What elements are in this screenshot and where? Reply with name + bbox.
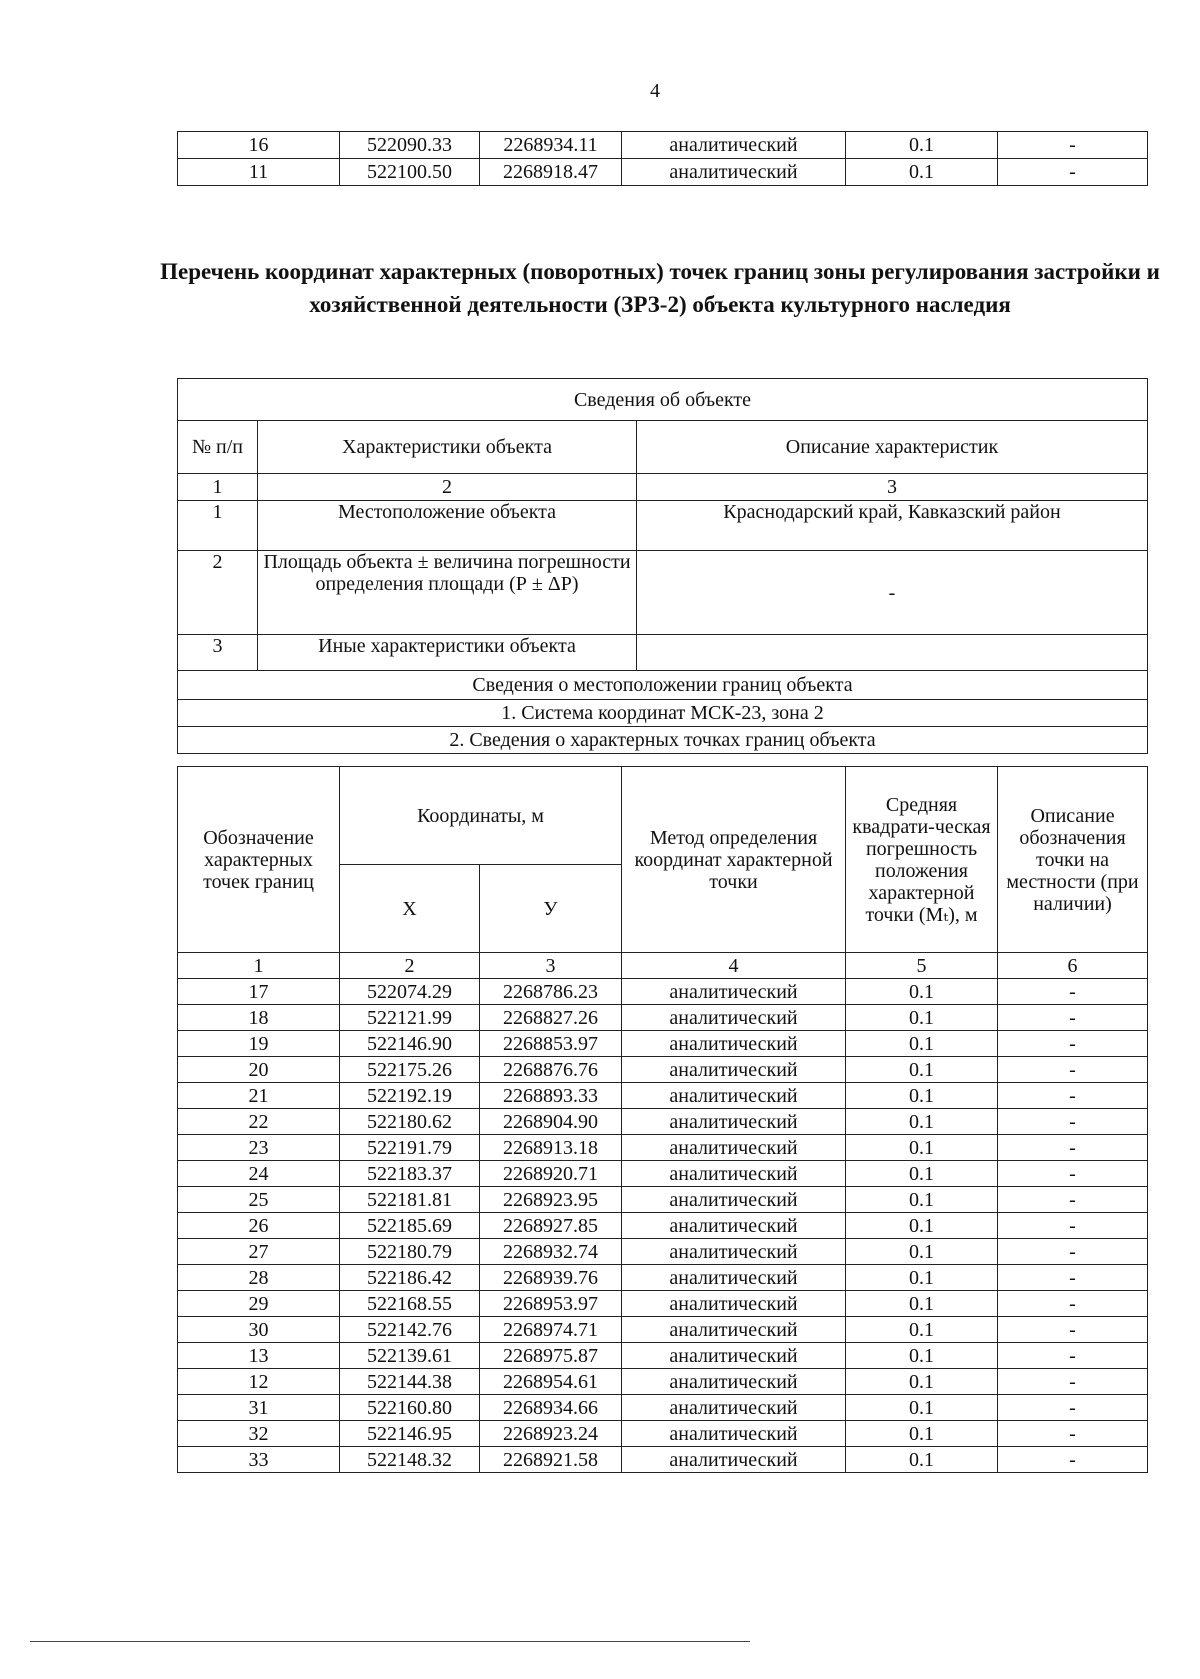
coord-x-cell: 522148.32 xyxy=(340,1447,480,1473)
method-cell: аналитический xyxy=(622,1005,846,1031)
footer-divider xyxy=(30,1641,750,1642)
point-name-cell: 20 xyxy=(178,1057,340,1083)
table-row xyxy=(178,979,1148,1005)
coord-y-cell: 2268786.23 xyxy=(480,979,622,1005)
point-name-cell: 12 xyxy=(178,1369,340,1395)
accuracy-cell: 0.1 xyxy=(846,1187,998,1213)
coord-y-cell: 2268876.76 xyxy=(480,1057,622,1083)
description-cell: - xyxy=(998,1369,1148,1395)
index-cell: 1 xyxy=(178,474,258,501)
description-cell: - xyxy=(998,159,1148,186)
accuracy-cell: 0.1 xyxy=(846,159,998,186)
method-cell: аналитический xyxy=(622,1265,846,1291)
coord-y-cell: 2268974.71 xyxy=(480,1317,622,1343)
point-name-cell: 22 xyxy=(178,1109,340,1135)
coord-y-cell: 2268939.76 xyxy=(480,1265,622,1291)
description-cell: - xyxy=(998,132,1148,159)
table-row xyxy=(178,1109,1148,1135)
method-cell: аналитический xyxy=(622,1421,846,1447)
coord-x-cell: 522185.69 xyxy=(340,1213,480,1239)
table-row xyxy=(178,1057,1148,1083)
table-row xyxy=(178,1031,1148,1057)
table-row xyxy=(178,1213,1148,1239)
object-info-table xyxy=(177,378,1148,754)
row-number: 3 xyxy=(178,635,258,671)
col-method-header: Метод определения координат характерной точки xyxy=(622,767,846,953)
location-label: Местоположение объекта xyxy=(258,501,637,551)
point-name-cell: 11 xyxy=(178,159,340,186)
coord-x-cell: 522142.76 xyxy=(340,1317,480,1343)
other-characteristics-value xyxy=(637,635,1148,671)
accuracy-cell: 0.1 xyxy=(846,1395,998,1421)
index-cell: 2 xyxy=(340,953,480,979)
description-cell: - xyxy=(998,1239,1148,1265)
coord-y-cell: 2268975.87 xyxy=(480,1343,622,1369)
coord-x-cell: 522186.42 xyxy=(340,1265,480,1291)
table-row xyxy=(178,159,1148,186)
index-cell: 3 xyxy=(480,953,622,979)
method-cell: аналитический xyxy=(622,1135,846,1161)
table-row xyxy=(178,1083,1148,1109)
description-cell: - xyxy=(998,1317,1148,1343)
coord-x-cell: 522074.29 xyxy=(340,979,480,1005)
point-name-cell: 29 xyxy=(178,1291,340,1317)
col-point-name-header: Обозначение характерных точек границ xyxy=(178,767,340,953)
coord-y-cell: 2268893.33 xyxy=(480,1083,622,1109)
coord-y-cell: 2268932.74 xyxy=(480,1239,622,1265)
method-cell: аналитический xyxy=(622,1317,846,1343)
table-row xyxy=(178,1421,1148,1447)
accuracy-cell: 0.1 xyxy=(846,979,998,1005)
point-name-cell: 31 xyxy=(178,1395,340,1421)
point-name-cell: 17 xyxy=(178,979,340,1005)
method-cell: аналитический xyxy=(622,1239,846,1265)
coord-x-cell: 522100.50 xyxy=(340,159,480,186)
accuracy-cell: 0.1 xyxy=(846,1031,998,1057)
coord-x-cell: 522183.37 xyxy=(340,1161,480,1187)
description-cell: - xyxy=(998,1213,1148,1239)
method-cell: аналитический xyxy=(622,1109,846,1135)
description-cell: - xyxy=(998,1031,1148,1057)
coord-x-cell: 522175.26 xyxy=(340,1057,480,1083)
coord-y-cell: 2268927.85 xyxy=(480,1213,622,1239)
table-row xyxy=(178,1343,1148,1369)
point-name-cell: 23 xyxy=(178,1135,340,1161)
point-name-cell: 33 xyxy=(178,1447,340,1473)
other-characteristics-label: Иные характеристики объекта xyxy=(258,635,637,671)
accuracy-cell: 0.1 xyxy=(846,1421,998,1447)
table-row xyxy=(178,1395,1148,1421)
col-y-header: У xyxy=(480,865,622,953)
point-name-cell: 21 xyxy=(178,1083,340,1109)
method-cell: аналитический xyxy=(622,1291,846,1317)
index-cell: 2 xyxy=(258,474,637,501)
point-name-cell: 13 xyxy=(178,1343,340,1369)
coord-y-cell: 2268904.90 xyxy=(480,1109,622,1135)
points-header: 2. Сведения о характерных точках границ объекта xyxy=(178,727,1148,754)
accuracy-cell: 0.1 xyxy=(846,1291,998,1317)
continued-points-table xyxy=(177,131,1148,186)
point-name-cell: 24 xyxy=(178,1161,340,1187)
method-cell: аналитический xyxy=(622,1343,846,1369)
index-cell: 1 xyxy=(178,953,340,979)
accuracy-cell: 0.1 xyxy=(846,1447,998,1473)
coord-x-cell: 522191.79 xyxy=(340,1135,480,1161)
boundary-points-table xyxy=(177,766,1148,1473)
accuracy-cell: 0.1 xyxy=(846,1265,998,1291)
description-cell: - xyxy=(998,1005,1148,1031)
table-row xyxy=(178,1291,1148,1317)
coord-y-cell: 2268953.97 xyxy=(480,1291,622,1317)
coord-x-cell: 522146.90 xyxy=(340,1031,480,1057)
location-value: Краснодарский край, Кавказский район xyxy=(637,501,1148,551)
coord-x-cell: 522192.19 xyxy=(340,1083,480,1109)
description-cell: - xyxy=(998,1343,1148,1369)
col-number-header: № п/п xyxy=(178,421,258,474)
page-number: 4 xyxy=(650,80,660,102)
point-name-cell: 19 xyxy=(178,1031,340,1057)
accuracy-cell: 0.1 xyxy=(846,1083,998,1109)
coord-y-cell: 2268934.11 xyxy=(480,132,622,159)
method-cell: аналитический xyxy=(622,1447,846,1473)
point-name-cell: 30 xyxy=(178,1317,340,1343)
description-cell: - xyxy=(998,1187,1148,1213)
coord-x-cell: 522144.38 xyxy=(340,1369,480,1395)
coord-x-cell: 522180.79 xyxy=(340,1239,480,1265)
point-name-cell: 32 xyxy=(178,1421,340,1447)
coord-x-cell: 522181.81 xyxy=(340,1187,480,1213)
table-row xyxy=(178,1265,1148,1291)
col-x-header: Х xyxy=(340,865,480,953)
area-label: Площадь объекта ± величина погрешности определения площади (Р ± ΔР) xyxy=(258,551,637,635)
index-cell: 5 xyxy=(846,953,998,979)
description-cell: - xyxy=(998,1265,1148,1291)
accuracy-cell: 0.1 xyxy=(846,1343,998,1369)
accuracy-cell: 0.1 xyxy=(846,1239,998,1265)
description-cell: - xyxy=(998,1109,1148,1135)
coord-x-cell: 522160.80 xyxy=(340,1395,480,1421)
method-cell: аналитический xyxy=(622,979,846,1005)
coord-y-cell: 2268934.66 xyxy=(480,1395,622,1421)
row-number: 1 xyxy=(178,501,258,551)
accuracy-cell: 0.1 xyxy=(846,1109,998,1135)
description-cell: - xyxy=(998,1395,1148,1421)
index-cell: 3 xyxy=(637,474,1148,501)
coord-x-cell: 522168.55 xyxy=(340,1291,480,1317)
description-cell: - xyxy=(998,1135,1148,1161)
table-row xyxy=(178,1161,1148,1187)
table-row xyxy=(178,1187,1148,1213)
coord-y-cell: 2268827.26 xyxy=(480,1005,622,1031)
method-cell: аналитический xyxy=(622,1187,846,1213)
method-cell: аналитический xyxy=(622,1031,846,1057)
method-cell: аналитический xyxy=(622,1057,846,1083)
col-characteristics-header: Характеристики объекта xyxy=(258,421,637,474)
point-name-cell: 16 xyxy=(178,132,340,159)
coord-x-cell: 522139.61 xyxy=(340,1343,480,1369)
table-row xyxy=(178,1369,1148,1395)
point-name-cell: 27 xyxy=(178,1239,340,1265)
table-row xyxy=(178,1005,1148,1031)
point-name-cell: 25 xyxy=(178,1187,340,1213)
description-cell: - xyxy=(998,1421,1148,1447)
coord-x-cell: 522121.99 xyxy=(340,1005,480,1031)
table-row xyxy=(178,1447,1148,1473)
index-cell: 6 xyxy=(998,953,1148,979)
coord-y-cell: 2268920.71 xyxy=(480,1161,622,1187)
table-row xyxy=(178,1135,1148,1161)
coord-y-cell: 2268921.58 xyxy=(480,1447,622,1473)
object-info-header: Сведения об объекте xyxy=(178,379,1148,421)
method-cell: аналитический xyxy=(622,1395,846,1421)
coord-y-cell: 2268923.24 xyxy=(480,1421,622,1447)
accuracy-cell: 0.1 xyxy=(846,1369,998,1395)
coord-x-cell: 522146.95 xyxy=(340,1421,480,1447)
point-name-cell: 28 xyxy=(178,1265,340,1291)
table-row xyxy=(178,1317,1148,1343)
accuracy-cell: 0.1 xyxy=(846,1057,998,1083)
method-cell: аналитический xyxy=(622,132,846,159)
description-cell: - xyxy=(998,1057,1148,1083)
accuracy-cell: 0.1 xyxy=(846,1213,998,1239)
bounds-header: Сведения о местоположении границ объекта xyxy=(178,671,1148,700)
accuracy-cell: 0.1 xyxy=(846,132,998,159)
accuracy-cell: 0.1 xyxy=(846,1161,998,1187)
accuracy-cell: 0.1 xyxy=(846,1005,998,1031)
table-row xyxy=(178,132,1148,159)
coord-y-cell: 2268918.47 xyxy=(480,159,622,186)
description-cell: - xyxy=(998,1447,1148,1473)
method-cell: аналитический xyxy=(622,1213,846,1239)
coord-y-cell: 2268913.18 xyxy=(480,1135,622,1161)
document-title: Перечень координат характерных (поворотных) точек границ зоны регулирования застройки и хозяйственной деятельности (ЗРЗ-2) объекта культурного наследия xyxy=(160,259,1160,317)
col-description-header: Описание обозначения точки на местности (при наличии) xyxy=(998,767,1148,953)
description-cell: - xyxy=(998,1083,1148,1109)
accuracy-cell: 0.1 xyxy=(846,1317,998,1343)
method-cell: аналитический xyxy=(622,1161,846,1187)
row-number: 2 xyxy=(178,551,258,635)
description-cell: - xyxy=(998,979,1148,1005)
method-cell: аналитический xyxy=(622,159,846,186)
col-description-header: Описание характеристик xyxy=(637,421,1148,474)
point-name-cell: 18 xyxy=(178,1005,340,1031)
coord-x-cell: 522180.62 xyxy=(340,1109,480,1135)
point-name-cell: 26 xyxy=(178,1213,340,1239)
coord-y-cell: 2268853.97 xyxy=(480,1031,622,1057)
coord-y-cell: 2268954.61 xyxy=(480,1369,622,1395)
description-cell: - xyxy=(998,1161,1148,1187)
col-accuracy-header: Средняя квадрати-ческая погрешность положения характерной точки (Мₜ), м xyxy=(846,767,998,953)
method-cell: аналитический xyxy=(622,1369,846,1395)
accuracy-cell: 0.1 xyxy=(846,1135,998,1161)
table-row xyxy=(178,1239,1148,1265)
coordinate-system: 1. Система координат МСК-23, зона 2 xyxy=(178,700,1148,727)
coord-y-cell: 2268923.95 xyxy=(480,1187,622,1213)
description-cell: - xyxy=(998,1291,1148,1317)
col-coordinates-header: Координаты, м xyxy=(340,767,622,865)
coord-x-cell: 522090.33 xyxy=(340,132,480,159)
index-cell: 4 xyxy=(622,953,846,979)
area-value: - xyxy=(637,551,1148,635)
method-cell: аналитический xyxy=(622,1083,846,1109)
